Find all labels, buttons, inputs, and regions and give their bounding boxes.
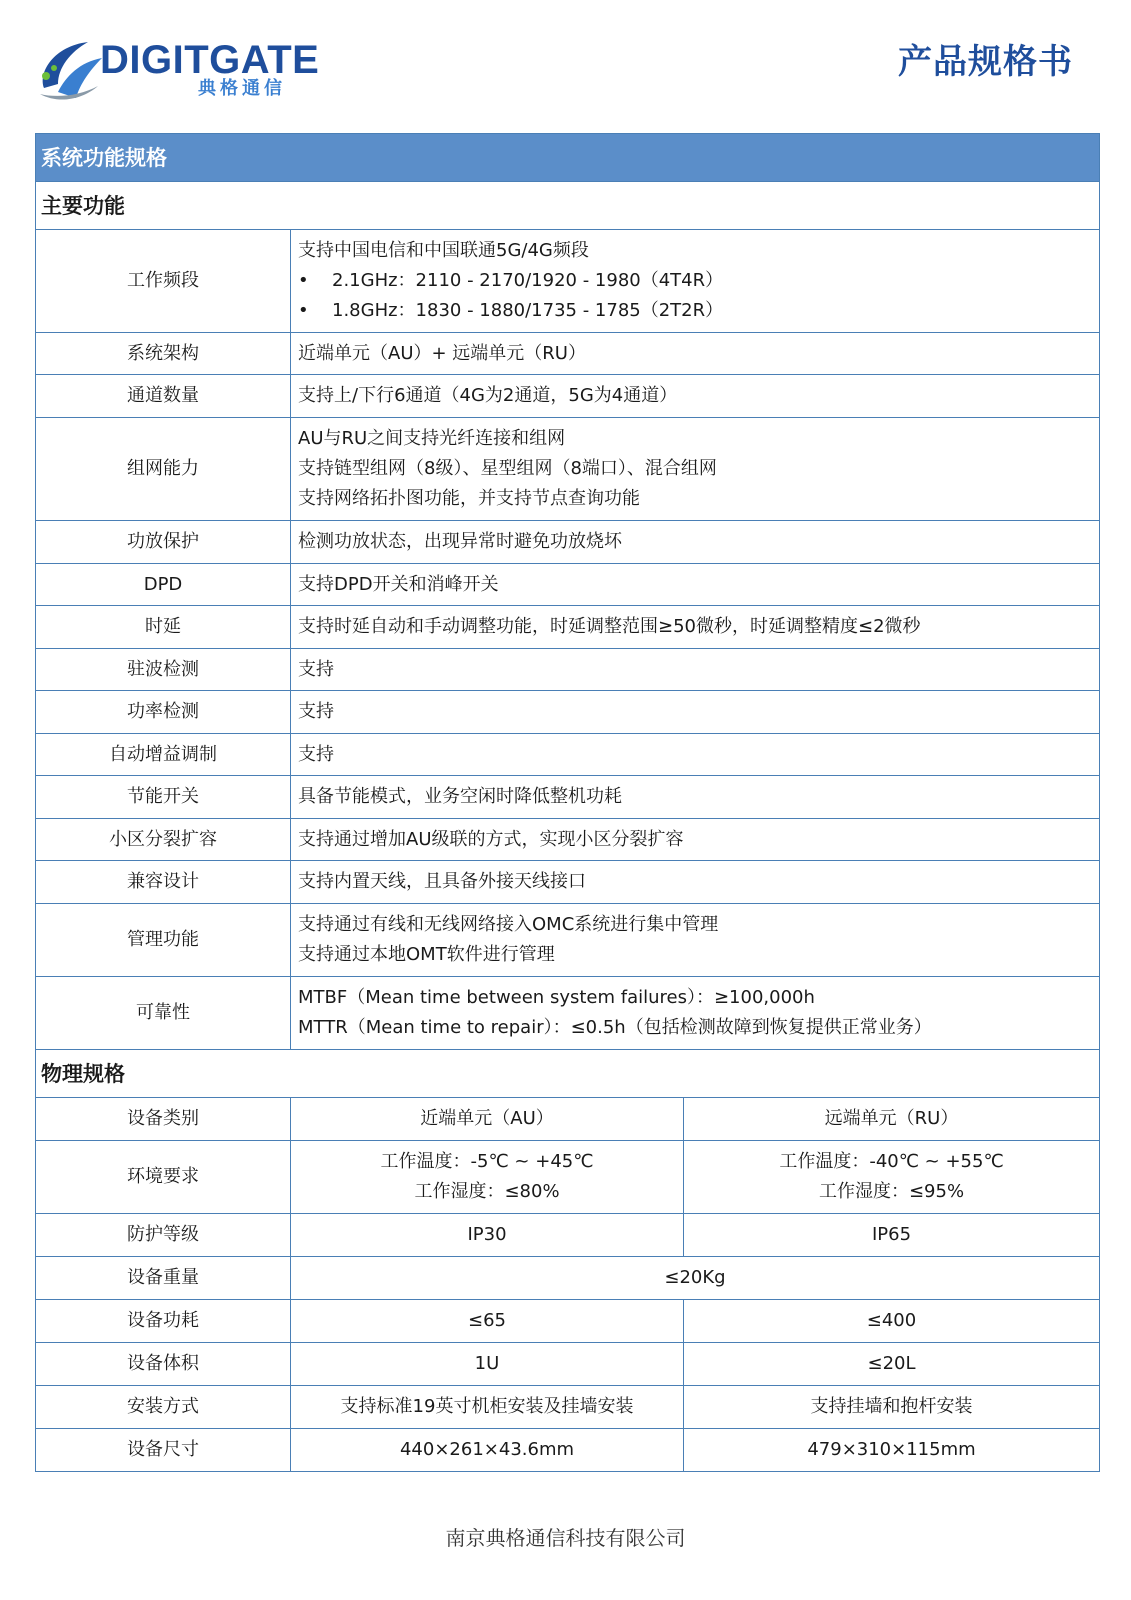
row-label: 设备类别 bbox=[36, 1098, 291, 1141]
row-label: 设备尺寸 bbox=[36, 1429, 291, 1472]
row-label: 时延 bbox=[36, 606, 291, 649]
value-line: 工作湿度：≤95% bbox=[818, 1181, 965, 1202]
row-value: 支持内置天线，且具备外接天线接口 bbox=[291, 861, 1100, 904]
table-row bbox=[36, 649, 1100, 691]
bullet-icon: • bbox=[298, 300, 309, 321]
value-line: MTTR（Mean time to repair）：≤0.5h（包括检测故障到恢复提供正常业务） bbox=[298, 1017, 932, 1038]
bullet-item bbox=[298, 266, 1093, 296]
row-value: 近端单元（AU）+ 远端单元（RU） bbox=[291, 333, 1100, 375]
table-row bbox=[36, 691, 1100, 734]
row-value: 支持 bbox=[291, 649, 1100, 691]
bullet-icon: • bbox=[298, 270, 309, 291]
table-row bbox=[36, 1098, 1100, 1141]
row-value: 支持 bbox=[291, 734, 1100, 776]
logo-swoosh-icon bbox=[36, 36, 106, 102]
table-row bbox=[36, 776, 1100, 819]
footer-company: 南京典格通信科技有限公司 bbox=[445, 1526, 686, 1550]
au-cell bbox=[291, 1141, 684, 1214]
section-heading-physical: 物理规格 bbox=[36, 1050, 1100, 1098]
row-value: 支持通过增加AU级联的方式，实现小区分裂扩容 bbox=[291, 819, 1100, 861]
row-value bbox=[291, 230, 1100, 333]
table-row bbox=[36, 819, 1100, 861]
row-label: 功放保护 bbox=[36, 521, 291, 564]
ru-cell: IP65 bbox=[684, 1214, 1100, 1257]
logo-subtitle: 典格通信 bbox=[198, 78, 286, 99]
table-row bbox=[36, 1386, 1100, 1429]
table-row bbox=[36, 1343, 1100, 1386]
table-row bbox=[36, 904, 1100, 977]
spec-table bbox=[35, 133, 1100, 1472]
au-cell: 支持标准19英寸机柜安装及挂墙安装 bbox=[291, 1386, 684, 1429]
row-label: 设备重量 bbox=[36, 1257, 291, 1300]
table-row bbox=[36, 418, 1100, 521]
au-cell: 440×261×43.6mm bbox=[291, 1429, 684, 1472]
row-label: 驻波检测 bbox=[36, 649, 291, 691]
row-value: 检测功放状态，出现异常时避免功放烧坏 bbox=[291, 521, 1100, 564]
row-label: 节能开关 bbox=[36, 776, 291, 819]
row-label: 安装方式 bbox=[36, 1386, 291, 1429]
ru-cell bbox=[684, 1141, 1100, 1214]
table-row bbox=[36, 734, 1100, 776]
value-line: 工作湿度：≤80% bbox=[414, 1181, 560, 1202]
ru-cell: ≤20L bbox=[684, 1343, 1100, 1386]
value-line: 支持链型组网（8级）、星型组网（8端口）、混合组网 bbox=[298, 458, 717, 479]
section-heading-main: 主要功能 bbox=[36, 182, 1100, 230]
section-row-physical bbox=[36, 1050, 1100, 1098]
page-header bbox=[0, 0, 1131, 130]
row-label: 通道数量 bbox=[36, 375, 291, 418]
table-row bbox=[36, 521, 1100, 564]
row-value: 具备节能模式，业务空闲时降低整机功耗 bbox=[291, 776, 1100, 819]
table-row bbox=[36, 230, 1100, 333]
au-cell: 近端单元（AU） bbox=[291, 1098, 684, 1141]
row-label: 设备功耗 bbox=[36, 1300, 291, 1343]
row-value: 支持时延自动和手动调整功能，时延调整范围≥50微秒，时延调整精度≤2微秒 bbox=[291, 606, 1100, 649]
value-line: 支持网络拓扑图功能，并支持节点查询功能 bbox=[298, 488, 640, 509]
table-row bbox=[36, 606, 1100, 649]
value-line: 工作温度：-40℃ ~ +55℃ bbox=[779, 1151, 1004, 1172]
au-cell: ≤65 bbox=[291, 1300, 684, 1343]
row-label: 管理功能 bbox=[36, 904, 291, 977]
ru-cell: ≤400 bbox=[684, 1300, 1100, 1343]
value-line: 支持中国电信和中国联通5G/4G频段 bbox=[298, 240, 589, 261]
row-label: 自动增益调制 bbox=[36, 734, 291, 776]
bullet-item bbox=[298, 296, 1093, 326]
table-title: 系统功能规格 bbox=[36, 134, 1100, 182]
value-line: 支持通过本地OMT软件进行管理 bbox=[298, 944, 555, 965]
value-line: 工作温度：-5℃ ~ +45℃ bbox=[380, 1151, 594, 1172]
row-value bbox=[291, 418, 1100, 521]
table-row bbox=[36, 1214, 1100, 1257]
row-label: 工作频段 bbox=[36, 230, 291, 333]
ru-cell: 479×310×115mm bbox=[684, 1429, 1100, 1472]
table-row bbox=[36, 977, 1100, 1050]
table-row bbox=[36, 1257, 1100, 1300]
row-label: 环境要求 bbox=[36, 1141, 291, 1214]
document-title: 产品规格书 bbox=[898, 42, 1073, 82]
value-line: MTBF（Mean time between system failures）：≥100,000h bbox=[298, 987, 815, 1008]
table-title-row bbox=[36, 134, 1100, 182]
bullet-text: 2.1GHz：2110 - 2170/1920 - 1980（4T4R） bbox=[332, 270, 724, 291]
company-logo bbox=[36, 36, 320, 102]
value-line: 支持通过有线和无线网络接入OMC系统进行集中管理 bbox=[298, 914, 719, 935]
row-label: 防护等级 bbox=[36, 1214, 291, 1257]
table-row bbox=[36, 861, 1100, 904]
row-label: 系统架构 bbox=[36, 333, 291, 375]
table-row bbox=[36, 333, 1100, 375]
table-row bbox=[36, 1429, 1100, 1472]
row-label: 设备体积 bbox=[36, 1343, 291, 1386]
logo-text: DIGITGATE bbox=[100, 38, 320, 82]
row-value: 支持 bbox=[291, 691, 1100, 734]
shared-cell: ≤20Kg bbox=[291, 1257, 1100, 1300]
bullet-text: 1.8GHz：1830 - 1880/1735 - 1785（2T2R） bbox=[332, 300, 724, 321]
au-cell: 1U bbox=[291, 1343, 684, 1386]
row-label: 功率检测 bbox=[36, 691, 291, 734]
value-line: AU与RU之间支持光纤连接和组网 bbox=[298, 428, 566, 449]
section-row-main bbox=[36, 182, 1100, 230]
row-value: 支持上/下行6通道（4G为2通道，5G为4通道） bbox=[291, 375, 1100, 418]
table-row bbox=[36, 1300, 1100, 1343]
row-label: 可靠性 bbox=[36, 977, 291, 1050]
row-value bbox=[291, 977, 1100, 1050]
table-row bbox=[36, 375, 1100, 418]
row-label: 小区分裂扩容 bbox=[36, 819, 291, 861]
row-label: 兼容设计 bbox=[36, 861, 291, 904]
ru-cell: 远端单元（RU） bbox=[684, 1098, 1100, 1141]
au-cell: IP30 bbox=[291, 1214, 684, 1257]
table-row bbox=[36, 1141, 1100, 1214]
ru-cell: 支持挂墙和抱杆安装 bbox=[684, 1386, 1100, 1429]
row-label: 组网能力 bbox=[36, 418, 291, 521]
row-value: 支持DPD开关和消峰开关 bbox=[291, 564, 1100, 606]
row-label: DPD bbox=[36, 564, 291, 606]
table-row bbox=[36, 564, 1100, 606]
row-value bbox=[291, 904, 1100, 977]
